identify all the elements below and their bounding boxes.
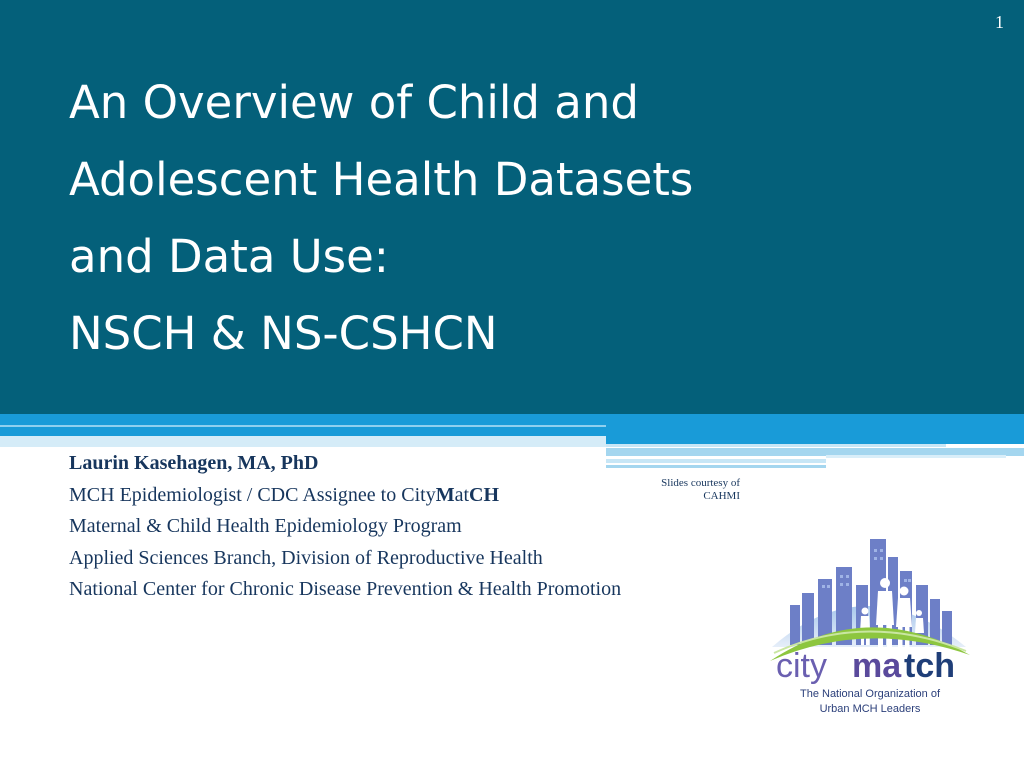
logo-tagline: The National Organization of [799, 688, 941, 700]
presenter-center: National Center for Chronic Disease Prevention & Health Promotion [69, 578, 622, 600]
role-brand-m: M [435, 483, 455, 506]
courtesy-line: Slides courtesy of [661, 477, 740, 489]
role-brand-at: at [454, 483, 470, 506]
title-line: and Data Use: [69, 230, 389, 283]
slide-number: 1 [995, 12, 1004, 32]
role-brand-ch: CH [469, 483, 500, 506]
presenter-info [69, 448, 621, 606]
band-stripe [606, 459, 826, 463]
presenter-branch: Applied Sciences Branch, Division of Reproductive Health [69, 546, 543, 569]
band-stripe [606, 436, 1024, 444]
band-stripe [606, 465, 826, 468]
band-stripe [606, 444, 946, 447]
slide-title [69, 64, 969, 372]
courtesy-source: CAHMI [703, 490, 740, 502]
role-text: MCH Epidemiologist / CDC Assignee to City [69, 483, 436, 506]
presenter-name: Laurin Kasehagen, MA, PhD [69, 452, 319, 474]
band-stripe [0, 425, 606, 427]
title-line: Adolescent Health Datasets [69, 153, 694, 206]
logo-wordmark-ch: tch [904, 647, 955, 685]
band-stripe [0, 436, 606, 447]
slides-courtesy [600, 477, 740, 503]
presenter-role [69, 480, 621, 512]
citymatch-logo [766, 535, 974, 725]
presenter-program: Maternal & Child Health Epidemiology Program [69, 515, 462, 537]
logo-wordmark-city: city [776, 647, 827, 685]
title-line: An Overview of Child and [69, 76, 639, 129]
logo-tagline: Urban MCH Leaders [819, 703, 921, 715]
logo-wordmark-mat: ma [852, 647, 902, 685]
title-line: NSCH & NS-CSHCN [69, 307, 498, 360]
band-stripe [826, 455, 1006, 458]
